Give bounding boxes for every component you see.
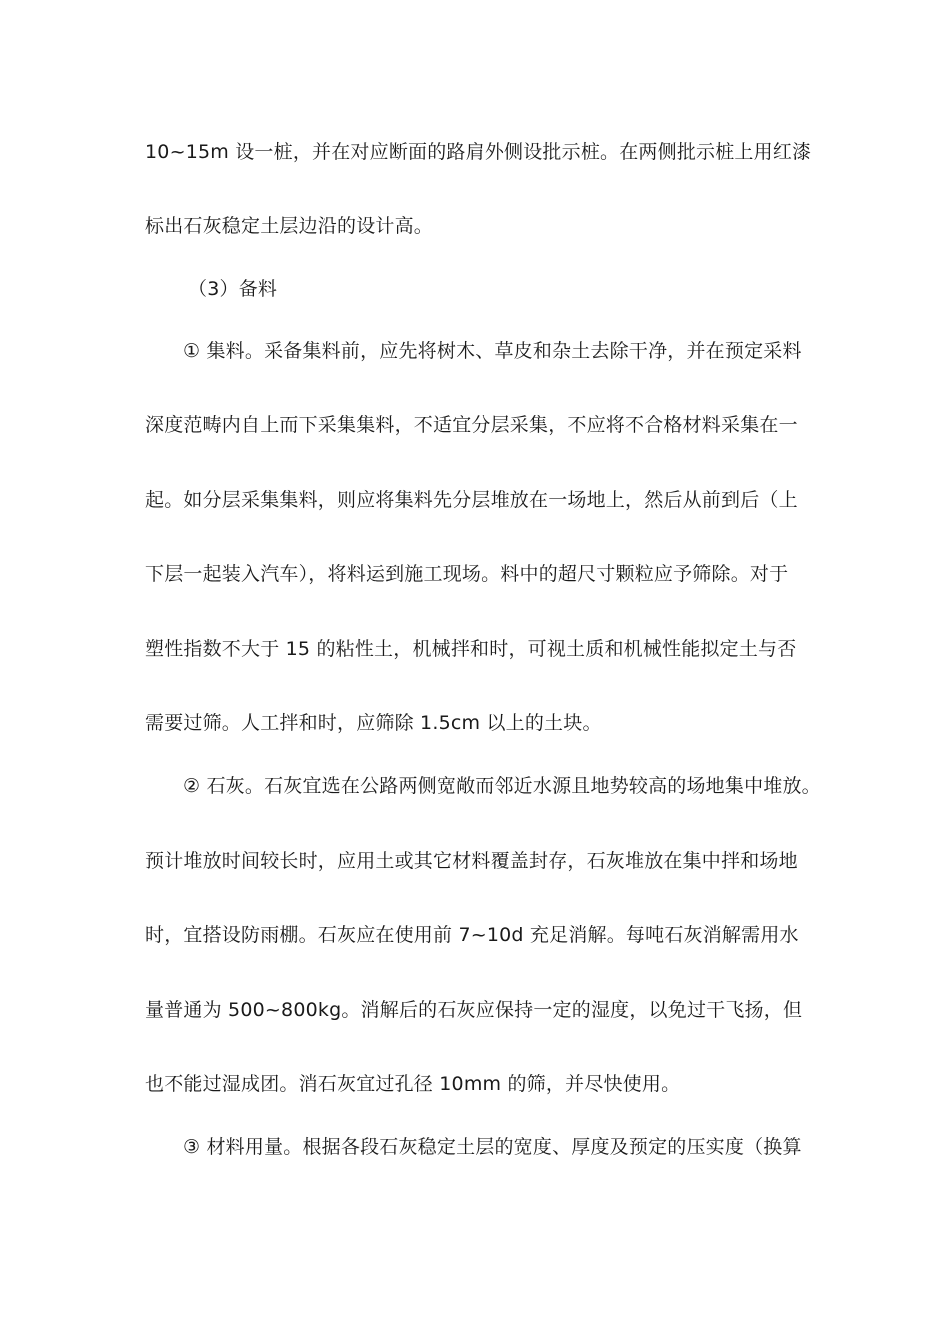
paragraph-line: 需要过筛。人工拌和时，应筛除 1.5cm 以上的土块。 bbox=[145, 712, 602, 734]
paragraph-line: 量普通为 500~800kg。消解后的石灰应保持一定的湿度，以免过干飞扬，但 bbox=[145, 999, 803, 1021]
paragraph-line: 预计堆放时间较长时，应用土或其它材料覆盖封存，石灰堆放在集中拌和场地 bbox=[145, 850, 798, 872]
paragraph-line: 也不能过湿成团。消石灰宜过孔径 10mm 的筛，并尽快使用。 bbox=[145, 1073, 681, 1095]
paragraph-line: 下层一起装入汽车），将料运到施工现场。料中的超尺寸颗粒应予筛除。对于 bbox=[145, 563, 789, 585]
paragraph-line: 时，宜搭设防雨棚。石灰应在使用前 7~10d 充足消解。每吨石灰消解需用水 bbox=[145, 924, 799, 946]
paragraph-line: ② 石灰。石灰宜选在公路两侧宽敞而邻近水源且地势较高的场地集中堆放。 bbox=[183, 775, 821, 797]
paragraph-line: ① 集料。采备集料前，应先将树木、草皮和杂土去除干净，并在预定采料 bbox=[183, 340, 802, 362]
paragraph-line: 塑性指数不大于 15 的粘性土，机械拌和时，可视土质和机械性能拟定土与否 bbox=[145, 638, 797, 660]
paragraph-line: 起。如分层采集集料，则应将集料先分层堆放在一场地上，然后从前到后（上 bbox=[145, 489, 798, 511]
paragraph-line: 10~15m 设一桩，并在对应断面的路肩外侧设批示桩。在两侧批示桩上用红漆 bbox=[145, 141, 812, 163]
paragraph-line: 深度范畴内自上而下采集集料，不适宜分层采集，不应将不合格材料采集在一 bbox=[145, 414, 798, 436]
paragraph-line: 标出石灰稳定土层边沿的设计高。 bbox=[145, 215, 434, 237]
section-heading: （3）备料 bbox=[188, 278, 278, 300]
paragraph-line: ③ 材料用量。根据各段石灰稳定土层的宽度、厚度及预定的压实度（换算 bbox=[183, 1136, 802, 1158]
